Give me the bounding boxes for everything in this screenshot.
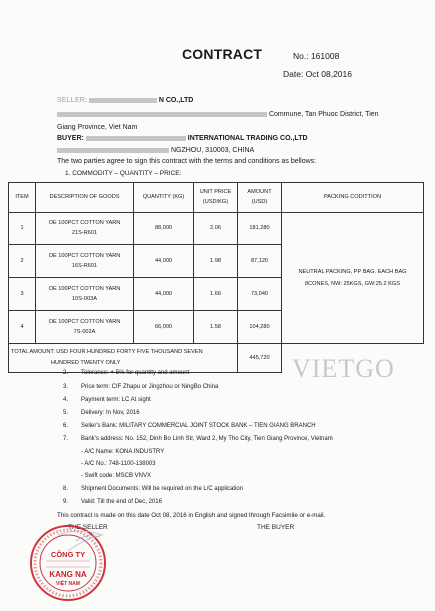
row-item: 1: [9, 213, 36, 245]
term-item: [63, 397, 151, 403]
term-text: Price term: CIF Zhapu or Jingzhou or NingBo China: [81, 384, 219, 390]
watermark: VIETGO: [292, 354, 395, 383]
seller-address: Commune, Tan Phuoc District, Tien: [268, 111, 379, 118]
total-words: [9, 344, 238, 373]
redacted-text: [57, 112, 267, 117]
packing-line-1: NEUTRAL PACKING, PP BAG. EACH BAG: [298, 268, 407, 275]
term-text: Tolerance: +-5% for quantity and amount: [81, 370, 190, 376]
row-item: 3: [9, 278, 36, 311]
header-description: DESCRIPTION OF GOODS: [36, 183, 134, 213]
row-description-line: OE 100PCT COTTON YARN: [48, 318, 121, 325]
closing-text: This contract is made on this date Oct 08, 2016 in English and signed through Facsimile or e-mail.: [57, 512, 326, 519]
contract-title: CONTRACT: [182, 46, 263, 62]
term-item: [63, 436, 333, 442]
account-name: - A/C Name: KONA INDUSTRY: [81, 449, 165, 455]
row-unit-price: 1.58: [194, 311, 238, 344]
total-line-1: TOTAL AMOUNT: USD FOUR HUNDRED FORTY FIVE THOUSAND SEVEN: [11, 349, 203, 356]
commodity-table: [8, 182, 424, 373]
buyer-signature-label: THE BUYER: [257, 524, 295, 531]
packing-line-2: 8CONES, NW: 25KGS, GW:25.2 KGS: [305, 280, 400, 287]
buyer-label: BUYER:: [57, 135, 84, 142]
company-seal-icon: [24, 521, 114, 603]
intro-text: The two parties agree to sign this contract with the terms and conditions as bellows:: [57, 158, 317, 165]
row-description-code: 21S-R601: [71, 230, 98, 236]
header-item: ITEM: [9, 183, 36, 213]
row-description: [36, 213, 134, 245]
term-number: 7.: [63, 436, 69, 442]
row-description-code: 7S-002A: [73, 328, 96, 335]
row-amount: 181,280: [238, 213, 282, 245]
term-number: 6.: [63, 423, 69, 429]
row-amount: 87,120: [238, 245, 282, 278]
header-unit-price: [194, 183, 238, 213]
redacted-text: [89, 98, 157, 103]
term-text: Valid: Till the end of Dec, 2016: [81, 499, 162, 505]
contract-number: No.: 161008: [293, 51, 340, 61]
contract-date: Date: Oct 08,2016: [283, 69, 352, 79]
header-amount-label: AMOUNT: [247, 189, 272, 196]
row-item: 2: [9, 245, 36, 278]
row-description: [36, 245, 134, 278]
row-quantity: 44,000: [134, 278, 194, 311]
row-unit-price: 1.98: [194, 245, 238, 278]
row-unit-price: 2.06: [194, 213, 238, 245]
buyer-line: [57, 135, 308, 142]
term-number: 9.: [63, 499, 69, 505]
buyer-address-line: [57, 147, 254, 154]
seller-label: SELLER:: [57, 97, 87, 104]
term-item: [63, 423, 316, 429]
seller-name: N CO.,LTD: [158, 97, 194, 104]
seal-text-line-1: CÔNG TY: [50, 550, 86, 559]
row-amount: 73,040: [238, 278, 282, 311]
buyer-name: INTERNATIONAL TRADING CO.,LTD: [187, 135, 308, 142]
term-number: 5.: [63, 410, 69, 416]
term-text: Payment term: LC At sight: [81, 397, 151, 403]
seller-signature-label: THE SELLER: [68, 524, 108, 531]
seal-text-line-3: VIỆT NAM: [56, 581, 80, 587]
term-text: Delivery: In Nov, 2016: [81, 410, 140, 416]
swift-code: - Swift code: MSCB VNVX: [81, 473, 152, 479]
row-description-line: OE 100PCT COTTON YARN: [48, 220, 121, 227]
term-number: 4.: [63, 397, 69, 403]
term-number: 8.: [63, 486, 69, 492]
account-number: - A/C No.: 748-1100-138003: [81, 461, 156, 467]
section-heading: 1. COMMODITY – QUANTITY – PRICE:: [65, 170, 182, 177]
total-amount: 445,720: [238, 344, 282, 373]
row-description: [36, 278, 134, 311]
term-number: 2.: [63, 370, 69, 376]
row-quantity: 66,000: [134, 311, 194, 344]
term-item: [63, 499, 162, 505]
table-row: [9, 213, 424, 245]
row-description: [36, 311, 134, 344]
term-number: 3.: [63, 384, 69, 390]
seller-address-line-2: Giang Province, Viet Nam: [57, 124, 138, 131]
table-header-row: [9, 183, 424, 213]
row-quantity: 88,000: [134, 213, 194, 245]
total-line-2: HUNDRED TWENTY ONLY: [51, 360, 121, 366]
seal-text-line-2: KANG NA: [49, 570, 87, 579]
row-description-code: 16S-R601: [71, 262, 98, 269]
row-quantity: 44,000: [134, 245, 194, 278]
header-unit-price-label: UNIT PRICE: [199, 189, 232, 196]
row-description-line: OE 100PCT COTTON YARN: [48, 252, 121, 259]
redacted-text: [86, 136, 186, 141]
redacted-text: [57, 148, 169, 153]
term-item: [63, 384, 218, 390]
header-unit-price-unit: (USD/KG): [202, 199, 229, 205]
row-unit-price: 1.66: [194, 278, 238, 311]
row-description-line: OE 100PCT COTTON YARN: [48, 285, 121, 292]
term-text: Seller's Bank: MILITARY COMMERCIAL JOINT STOCK BANK – TIEN GIANG BRANCH: [81, 423, 316, 429]
seller-line: [57, 97, 193, 104]
term-item: [63, 486, 243, 492]
header-quantity: QUANTITY (KG): [134, 183, 194, 213]
seller-address-line: [57, 111, 379, 118]
row-amount: 104,280: [238, 311, 282, 344]
row-description-code: 10S-003A: [72, 295, 97, 302]
header-amount-unit: (USD): [251, 199, 268, 205]
header-packing: PACKING CODITTION: [282, 183, 424, 213]
term-text: Shipment Documents: Will be required on the L/C application: [81, 486, 244, 492]
packing-condition: [282, 213, 424, 344]
header-amount: [238, 183, 282, 213]
row-item: 4: [9, 311, 36, 344]
term-item: [63, 410, 140, 416]
term-text: Bank's address: No. 152, Dinh Bo Linh Str, Ward 2, My Tho City, Tien Giang Province, Vietnam: [81, 436, 333, 442]
term-item: [63, 370, 189, 376]
buyer-address: NGZHOU, 310003, CHINA: [170, 147, 255, 154]
